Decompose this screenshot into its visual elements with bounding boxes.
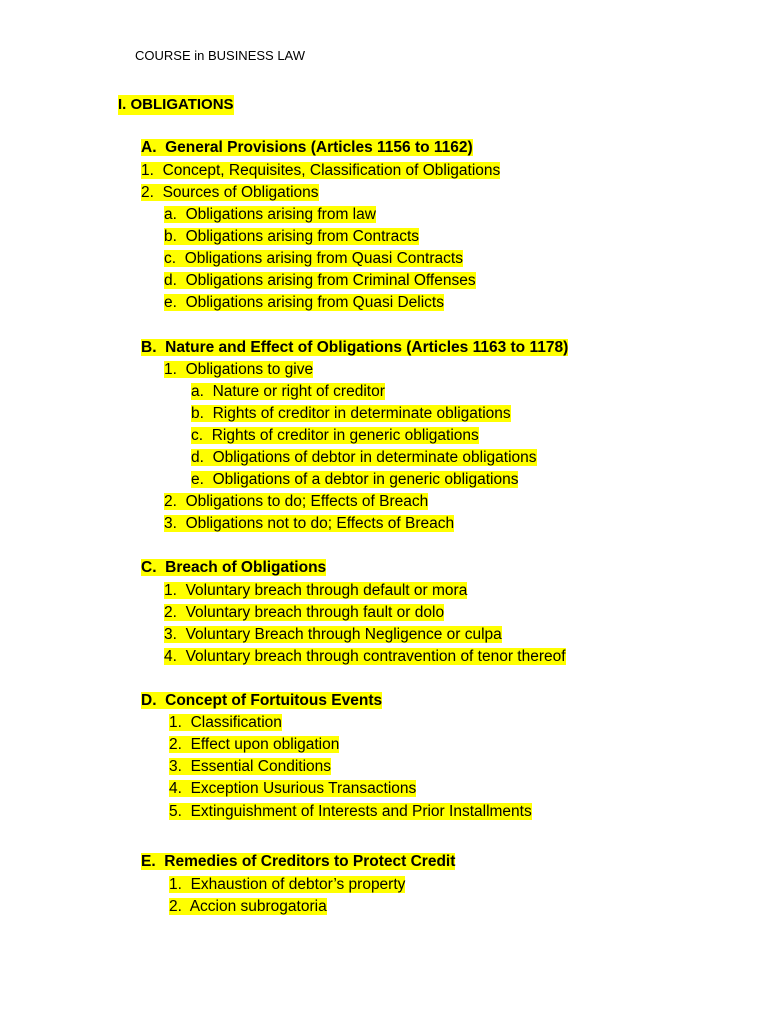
main-title: I. OBLIGATIONS [118,96,234,113]
list-subitem: a. Obligations arising from law [164,206,376,223]
section-marker: C. [141,559,157,576]
section-c-heading [141,557,326,579]
list-item: 3. Voluntary Breach through Negligence or culpa [164,626,502,643]
list-item: 3. Essential Conditions [169,758,332,775]
list-subitem: e. Obligations of a debtor in generic obligations [191,471,519,488]
list-item: 1. Obligations to give [164,361,314,378]
list-subitem: c. Rights of creditor in generic obligations [191,427,479,444]
list-subitem: e. Obligations arising from Quasi Delicts [164,294,444,311]
list-subitem: b. Obligations arising from Contracts [164,228,420,245]
list-item: 2. Effect upon obligation [169,736,340,753]
list-subitem: d. Obligations of debtor in determinate obligations [191,449,537,466]
list-item: 1. Classification [169,714,282,731]
list-item: 4. Exception Usurious Transactions [169,780,417,797]
list-item: 2. Voluntary breach through fault or dolo [164,604,445,621]
section-marker: B. [141,339,157,356]
list-item: 3. Obligations not to do; Effects of Breach [164,515,455,532]
list-item: 1. Exhaustion of debtor’s property [169,876,406,893]
section-heading-text: General Provisions (Articles 1156 to 1162) [165,139,473,156]
list-item: 4. Voluntary breach through contravention of tenor thereof [164,648,566,665]
list-item: 2. Obligations to do; Effects of Breach [164,493,429,510]
list-item: 1. Voluntary breach through default or mora [164,582,468,599]
section-heading-text: Concept of Fortuitous Events [165,692,383,709]
section-marker: E. [141,853,156,870]
section-heading-text: Nature and Effect of Obligations (Articles 1163 to 1178) [165,339,569,356]
list-subitem: c. Obligations arising from Quasi Contracts [164,250,463,267]
list-item: 2. Sources of Obligations [141,184,319,201]
section-heading-text: Breach of Obligations [165,559,327,576]
list-item: 2. Accion subrogatoria [169,898,327,915]
list-subitem: b. Rights of creditor in determinate obligations [191,405,511,422]
list-item: 1. Concept, Requisites, Classification of Obligations [141,162,501,179]
section-marker: A. [141,139,157,156]
section-b-heading [141,337,568,359]
section-d-heading [141,690,382,712]
section-a-heading [141,137,473,159]
list-subitem: d. Obligations arising from Criminal Offenses [164,272,476,289]
list-subitem: a. Nature or right of creditor [191,383,385,400]
section-heading-text: Remedies of Creditors to Protect Credit [164,853,456,870]
section-marker: D. [141,692,157,709]
section-e-heading [141,851,455,873]
list-item: 5. Extinguishment of Interests and Prior Installments [169,803,532,820]
page-header: COURSE in BUSINESS LAW [135,48,306,63]
